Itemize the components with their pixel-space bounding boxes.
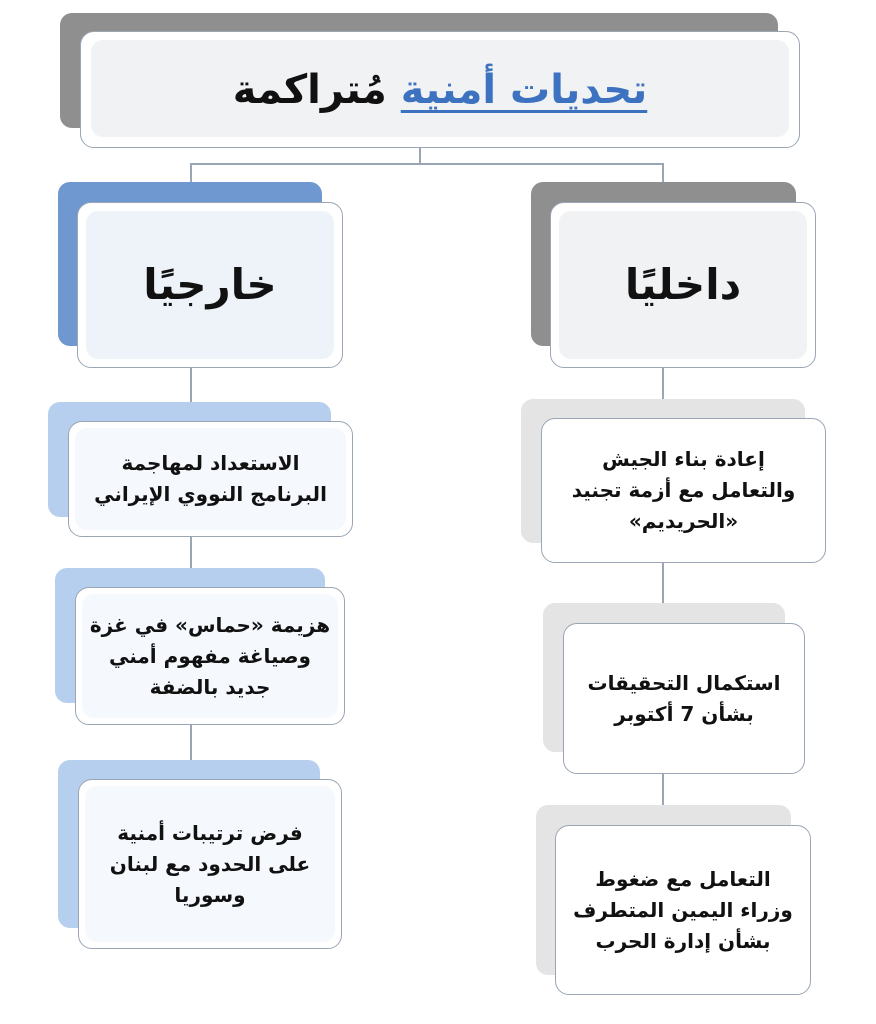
connector-horizontal: [190, 163, 663, 165]
internal-item-3-line-3: بشأن إدارة الحرب: [595, 928, 771, 953]
title-rest: مُتراكمة: [232, 66, 387, 113]
internal-item-3-line-2: وزراء اليمين المتطرف: [573, 897, 793, 922]
external-item-3-text: [98, 818, 322, 911]
external-item-1-line-1: الاستعداد لمهاجمة: [121, 451, 300, 475]
internal-item-2-line-2: بشأن 7 أكتوبر: [614, 701, 754, 726]
external-item-3-line-3: وسوريا: [174, 882, 246, 907]
internal-item-2-text: [575, 668, 792, 730]
external-item-1-text: [82, 448, 339, 510]
internal-item-3: [555, 825, 811, 995]
external-item-2-line-3: جديد بالضفة: [149, 674, 271, 699]
internal-header-label: داخليًا: [624, 259, 742, 309]
external-item-2-text: [78, 610, 342, 703]
internal-item-1-line-3: «الحريديم»: [628, 509, 739, 533]
internal-item-3-text: [561, 864, 805, 957]
external-header: [77, 202, 343, 368]
connector-title-vertical: [419, 148, 421, 164]
external-header-label: خارجيًا: [143, 259, 277, 309]
external-item-2-line-2: وصياغة مفهوم أمني: [109, 643, 311, 668]
title-accent: تحديات أمنية: [400, 66, 648, 113]
external-item-1-line-2: البرنامج النووي الإيراني: [94, 482, 327, 506]
title-box: [80, 31, 800, 148]
external-item-3: [78, 779, 342, 949]
internal-item-3-line-1: التعامل مع ضغوط: [595, 866, 771, 891]
internal-item-2: [563, 623, 805, 774]
external-item-2-line-1: هزيمة «حماس» في غزة: [89, 612, 331, 637]
external-item-3-line-2: على الحدود مع لبنان: [109, 851, 311, 876]
internal-item-1-text: [560, 444, 808, 537]
internal-header: [550, 202, 816, 368]
internal-item-1-line-2: والتعامل مع أزمة تجنيد: [571, 478, 796, 502]
internal-item-2-line-1: استكمال التحقيقات: [587, 670, 781, 695]
external-item-3-line-1: فرض ترتيبات أمنية: [117, 820, 303, 845]
external-item-1: [68, 421, 353, 537]
page-title: [221, 66, 659, 114]
external-item-2: [75, 587, 345, 725]
internal-item-1: [541, 418, 826, 563]
internal-item-1-line-1: إعادة بناء الجيش: [602, 447, 765, 471]
